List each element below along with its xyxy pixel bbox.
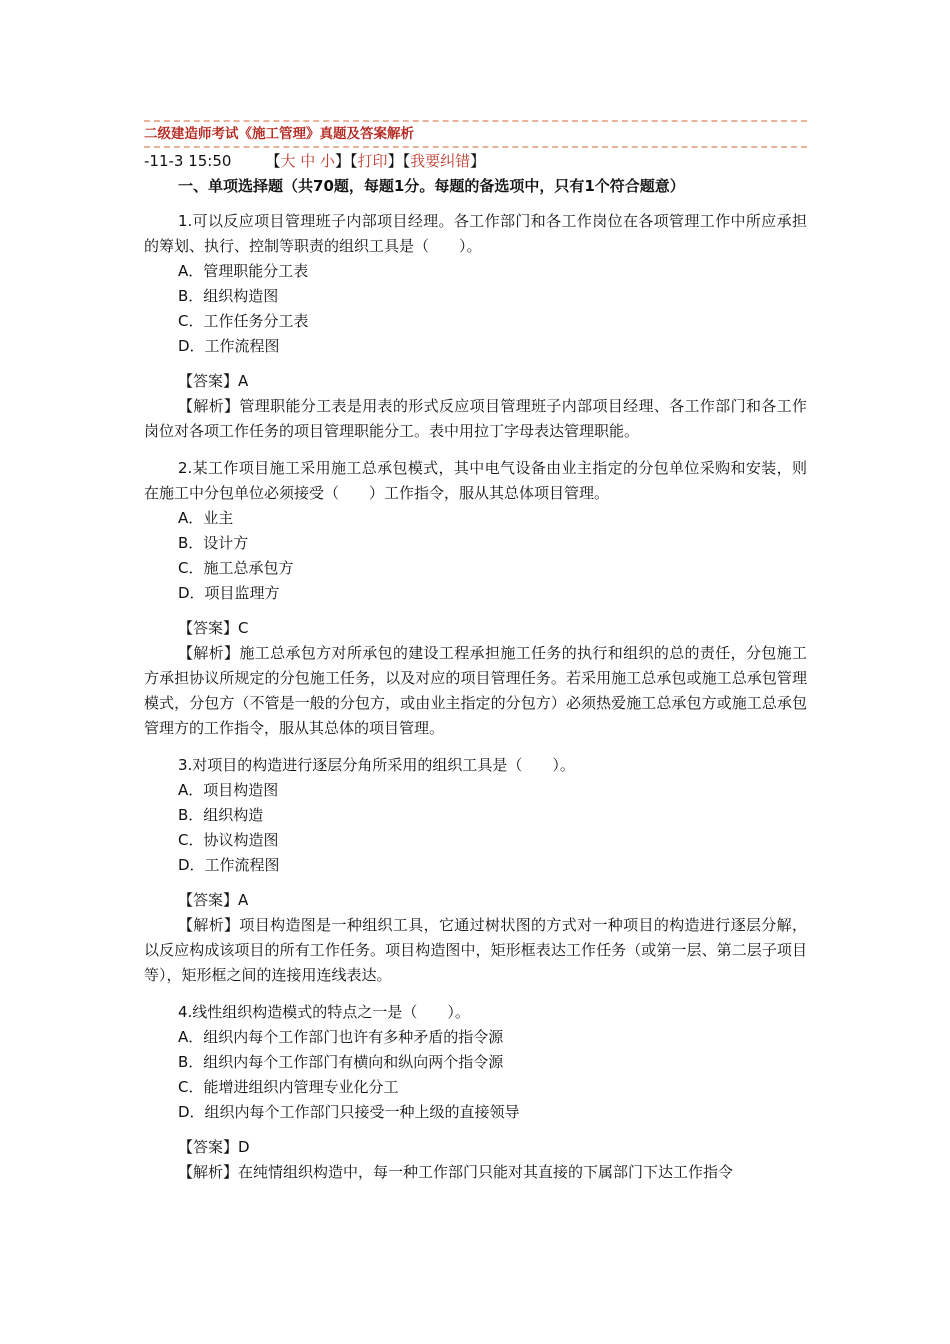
section-heading: 一、单项选择题（共70题，每题1分。每题的备选项中，只有1个符合题意） [178,177,685,195]
print-link[interactable]: 【打印】 [350,152,403,170]
answer-option: C．能增进组织内管理专业化分工 [178,1078,399,1096]
font-size-bracket[interactable]: 【大 中 小】 [265,152,351,170]
print-link-text[interactable]: 打印 [357,152,388,170]
question-stem: 1.可以反应项目管理班子内部项目经理。各工作部门和各工作岗位在各项管理工作中所应承担的筹划、执行、控制等职责的组织工具是（ ）。 [144,212,807,255]
answer-option: A．组织内每个工作部门也许有多种矛盾的指令源 [178,1028,504,1046]
correct-answer: 【答案】D [178,1138,250,1156]
correct-answer: 【答案】C [178,619,249,637]
answer-option: C．工作任务分工表 [178,312,309,330]
question-stem: 2.某工作项目施工采用施工总承包模式，其中电气设备由业主指定的分包单位采购和安装，则在施工中分包单位必须接受（ ）工作指令，服从其总体项目管理。 [144,459,807,502]
answer-explanation: 【解析】施工总承包方对所承包的建设工程承担施工任务的执行和组织的总的责任，分包施工方承担协议所规定的分包施工任务，以及对应的项目管理任务。若采用施工总承包或施工总承包管理模式，分包方（不管是一般的分包方，或由业主指定的分包方）必须热爱施工总承包方或施工总承包管理方的工作指令，服从其总体的项目管理。 [144,644,807,737]
question-item [144,1000,807,1185]
answer-option: A．业主 [178,509,234,527]
question-list [144,209,807,1185]
answer-option: A．项目构造图 [178,781,279,799]
answer-option: D．组织内每个工作部门只接受一种上级的直接领导 [178,1103,520,1121]
document-page [144,120,807,1191]
answer-option: C．施工总承包方 [178,559,294,577]
answer-explanation: 【解析】在纯情组织构造中，每一种工作部门只能对其直接的下属部门下达工作指令 [178,1163,734,1181]
answer-option: D．项目监理方 [178,584,280,602]
font-size-control[interactable] [265,152,350,170]
answer-option: C．协议构造图 [178,831,279,849]
title-divider [144,146,807,148]
answer-explanation: 【解析】项目构造图是一种组织工具，它通过树状图的方式对一种项目的构造进行逐层分解，以反应构成该项目的所有工作任务。项目构造图中，矩形框表达工作任务（或第一层、第二层子项目等），矩形框之间的连接用连线表达。 [144,916,807,984]
question-stem: 4.线性组织构造模式的特点之一是（ ）。 [178,1003,470,1021]
page-title: 二级建造师考试《施工管理》真题及答案解析 [144,126,414,142]
correct-answer: 【答案】A [178,372,249,390]
question-item [144,753,807,988]
answer-option: B．组织构造图 [178,287,279,305]
answer-option: D．工作流程图 [178,337,280,355]
font-size-bracket-text[interactable]: 大 中 小 [280,152,336,170]
answer-option: B．设计方 [178,534,249,552]
question-item [144,456,807,741]
report-error-link[interactable]: 【我要纠错】 [402,152,486,170]
report-error-link-text[interactable]: 我要纠错 [410,152,471,170]
question-item [144,209,807,444]
question-stem: 3.对项目的构造进行逐层分角所采用的组织工具是（ ）。 [178,756,575,774]
article-meta [144,150,807,172]
answer-option: B．组织内每个工作部门有横向和纵向两个指令源 [178,1053,504,1071]
top-divider [144,120,807,122]
answer-option: A．管理职能分工表 [178,262,309,280]
answer-option: B．组织构造 [178,806,264,824]
answer-explanation: 【解析】管理职能分工表是用表的形式反应项目管理班子内部项目经理、各工作部门和各工作岗位对各项工作任务的项目管理职能分工。表中用拉丁字母表达管理职能。 [144,397,807,440]
publish-date: -11-3 15:50 [144,152,232,170]
answer-option: D．工作流程图 [178,856,280,874]
correct-answer: 【答案】A [178,891,249,909]
